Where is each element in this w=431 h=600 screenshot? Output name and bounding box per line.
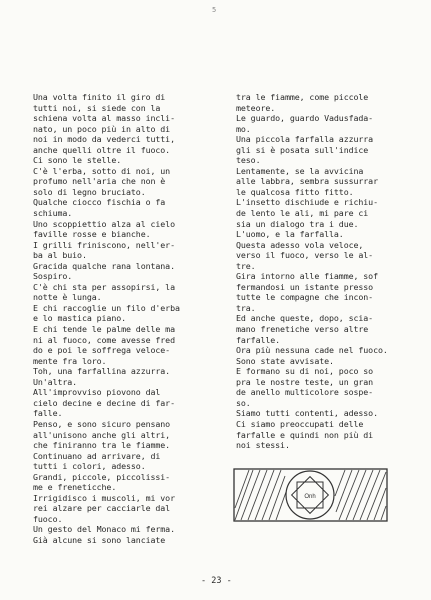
text-line: schiuma. [33,208,73,219]
text-line: farfalle. [236,334,281,345]
text-line: notte è lunga. [33,292,102,303]
text-line: de anello multicolore sospe- [236,387,374,398]
text-line: do e poi le soffrega veloce- [33,345,171,356]
text-line: Continuano ad arrivare, di [33,450,161,461]
text-line: me e freneticche. [33,482,117,493]
text-line: C'è l'erba, sotto di noi, un [33,165,171,176]
text-line: anche quelli oltre il fuoco. [33,144,171,155]
text-line: farfalle e quindi non più di [236,429,374,440]
text-line: fermandosi un istante presso [236,281,374,292]
text-line: E chi raccoglie un filo d'erba [33,302,180,313]
left-hatching [235,470,286,520]
text-line: All'improvviso piovono dal [33,387,161,398]
text-line: noi stessi. [236,440,290,451]
right-text-column [236,92,420,451]
text-line: e lo mastica piano. [33,313,127,324]
text-line: rei alzare per cacciarle dal [33,503,171,514]
text-line: sia un dialogo tra i due. [236,218,359,229]
text-line: Gira intorno alle fiamme, sof [236,271,378,282]
text-line: nato, un poco più in alto di [33,123,171,134]
text-line: tra. [236,302,256,313]
text-line: meteore. [236,102,276,113]
text-line: Lentamente, se la avvicina [236,165,364,176]
text-line: Ora più nessuna cade nel fuoco. [236,345,388,356]
text-line: solo di legno bruciato. [33,186,146,197]
text-line: Sono state avvisate. [236,355,334,366]
left-text-column [33,92,217,546]
text-line: Toh, una farfallina azzurra. [33,366,171,377]
text-line: ba al buio. [33,250,87,261]
text-line: Sospiro. [33,271,73,282]
text-line: Gracida qualche rana lontana. [33,260,175,271]
text-line: Siamo tutti contenti, adesso. [236,408,378,419]
text-line: Qualche ciocco fischia o fa [33,197,166,208]
text-line: E formano su di noi, poco so [236,366,374,377]
text-line: mano frenetiche verso altre [236,324,369,335]
text-line: alle labbra, sembra sussurrar [236,176,378,187]
text-line: Già alcune si sono lanciate [33,534,166,545]
text-line: Un gesto del Monaco mi ferma. [33,524,175,535]
text-line: Un'altra. [33,376,78,387]
text-line: Ci siamo preoccupati delle [236,418,364,429]
text-line: Grandi, piccole, piccolissi- [33,471,171,482]
text-line: mo. [236,123,251,134]
text-line: I grilli friniscono, nell'er- [33,239,175,250]
text-line: Una volta finito il giro di [33,92,166,102]
text-line: tutte le compagne che incon- [236,292,374,303]
text-line: Ci sono le stelle. [33,155,122,166]
text-line: teso. [236,155,261,166]
text-line: Questa adesso vola veloce, [236,239,364,250]
text-line: Le guardo, guardo Vadusfada- [236,113,374,124]
text-line: Uno scoppiettio alza al cielo [33,218,175,229]
text-line: falle. [33,408,63,419]
text-line: tutti i colori, adesso. [33,461,146,472]
text-line: schiena volta al masso incli- [33,113,175,124]
text-line: tra le fiamme, come piccole [236,92,369,102]
text-line: Penso, e sono sicuro pensano [33,418,171,429]
decorative-illustration [233,468,388,522]
text-line: pra le nostre teste, un gran [236,376,374,387]
text-line: Irrigidisco i muscoli, mi vor [33,492,175,503]
top-page-mark: 5 [212,6,217,14]
text-line: gli si è posata sull'indice [236,144,369,155]
text-line: cielo decine e decine di far- [33,397,175,408]
text-line: C'è chi sta per assopirsi, la [33,281,175,292]
text-line: noi in modo da vederci tutti, [33,134,175,145]
text-line: mente fra loro. [33,355,107,366]
text-line: verso il fuoco, verso le al- [236,250,374,261]
right-hatching [335,470,386,520]
text-line: ni al fuoco, come avesse fred [33,334,175,345]
text-line: profumo nell'aria che non è [33,176,166,187]
illustration-label: Onh [304,494,316,500]
text-line: L'insetto dischiude e richiu- [236,197,378,208]
text-line: che finiranno tra le fiamme. [33,440,171,451]
page-number: - 23 - [201,576,232,586]
text-line: le qualcosa fitto fitto. [236,186,354,197]
text-line: all'unisono anche gli altri, [33,429,171,440]
text-line: L'uomo, e la farfalla. [236,229,344,240]
text-line: tre. [236,260,256,271]
text-line: Ed anche queste, dopo, scia- [236,313,374,324]
text-line: tutti noi, si siede con la [33,102,161,113]
text-line: fuoco. [33,513,63,524]
text-line: E chi tende le palme delle ma [33,324,175,335]
text-line: so. [236,397,251,408]
text-line: de lento le ali, mi pare ci [236,208,369,219]
text-line: Una piccola farfalla azzurra [236,134,374,145]
text-line: faville rosse e bianche. [33,229,151,240]
